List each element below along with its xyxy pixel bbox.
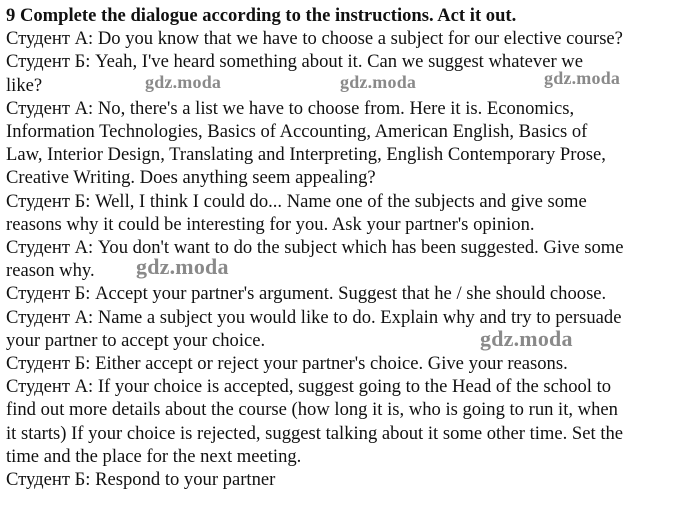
dialogue-line: Студент Б: Respond to your partner	[6, 469, 276, 491]
dialogue-line: Студент А: No, there's a list we have to choose from. Here it is. Economics,	[6, 97, 575, 119]
dialogue-line: Студент А: You don't want to do the subject which has been suggested. Give some	[6, 237, 624, 259]
dialogue-line: time and the place for the next meeting.	[6, 445, 302, 467]
watermark: gdz.moda	[544, 68, 621, 88]
dialogue-line: Студент Б: Accept your partner's argument. Suggest that he / she should choose.	[6, 283, 607, 305]
dialogue-line: Студент А: If your choice is accepted, suggest going to the Head of the school to	[6, 376, 612, 398]
exercise-title: 9 Complete the dialogue according to the instructions. Act it out.	[6, 5, 517, 26]
dialogue-line: reason why.	[6, 260, 95, 282]
dialogue-line: like?	[6, 74, 43, 96]
watermark: gdz.moda	[145, 72, 222, 92]
dialogue-line: Information Technologies, Basics of Accounting, American English, Basics of	[6, 121, 588, 143]
dialogue-line: it starts) If your choice is rejected, suggest talking about it some other time. Set the	[6, 422, 624, 444]
dialogue-line: Студент Б: Either accept or reject your partner's choice. Give your reasons.	[6, 353, 568, 375]
dialogue-line: Студент А: Name a subject you would like to do. Explain why and try to persuade	[6, 306, 622, 328]
dialogue-line: reasons why it could be interesting for you. Ask your partner's opinion.	[6, 213, 535, 235]
dialogue-line: find out more details about the course (how long it is, who is going to run it, when	[6, 399, 618, 421]
dialogue-line: Creative Writing. Does anything seem appealing?	[6, 167, 376, 189]
dialogue-line: Law, Interior Design, Translating and Interpreting, English Contemporary Prose,	[6, 144, 606, 166]
dialogue-line: Студент Б: Yeah, I've heard something about it. Can we suggest whatever we	[6, 51, 583, 73]
dialogue-line: Студент Б: Well, I think I could do... Name one of the subjects and give some	[6, 190, 587, 212]
dialogue-line: your partner to accept your choice.	[6, 329, 266, 351]
watermark: gdz.moda	[136, 254, 229, 279]
watermark: gdz.moda	[340, 72, 417, 92]
watermark: gdz.moda	[480, 326, 573, 351]
dialogue-line: Студент А: Do you know that we have to choose a subject for our elective course?	[6, 28, 623, 50]
